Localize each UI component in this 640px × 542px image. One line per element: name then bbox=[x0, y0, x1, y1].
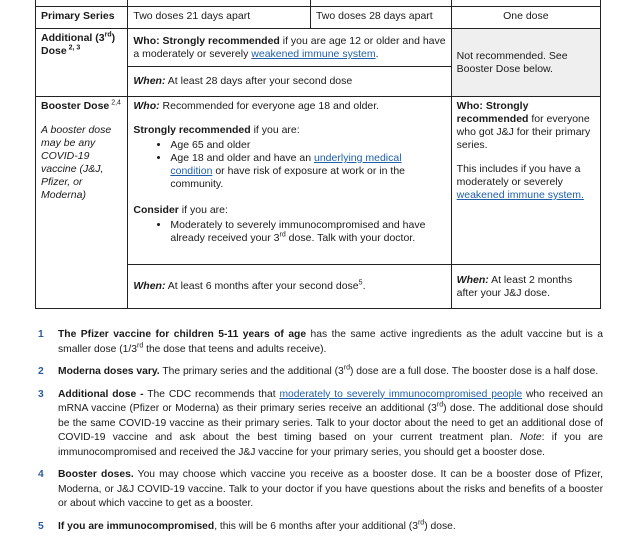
footnote-number: 1 bbox=[38, 329, 44, 340]
strongly-recommended-list bbox=[133, 139, 445, 191]
footnote-5: 5 If you are immunocompromised, this will be 6 months after your additional (3rd) dose. bbox=[38, 520, 603, 535]
table-row-booster-who bbox=[36, 97, 601, 265]
booster-dose-label-cell: Booster Dose $^{2,4}$ A booster dose may be any COVID-19 vaccine (J&J, Pfizer, or Moderna) bbox=[36, 97, 128, 309]
footnote-1: 1 The Pfizer vaccine for children 5-11 years of age has the same active ingredients as the adult vaccine but is a smaller dose (1/3rd the dose that teens and adults receive). bbox=[38, 329, 603, 355]
consider-list bbox=[133, 219, 445, 245]
additional-dose-label: Additional (3rd) Dose $^{2, 3}$ bbox=[36, 29, 128, 97]
immunocompromised-people-link[interactable]: moderately to severely immunocompromised people bbox=[279, 388, 523, 400]
booster-who-cell: Who: Recommended for everyone age 18 and older. Strongly recommended if you are: • Age 65 and older • Age 18 and older and have an underlying medical condition or have risk of exposure at work or in the community. Consider if you are: • Moderately to severely immunocompromised and have already received your 3rd dose. Talk with your doctor. bbox=[128, 97, 451, 265]
booster-when-cell: When: At least 6 months after your second dose$^5$. bbox=[128, 265, 451, 309]
booster-note: A booster dose may be any COVID-19 vaccine (J&J, Pfizer, or Moderna) bbox=[41, 124, 112, 201]
booster-jj-when-cell: When: At least 2 months after your J&J dose. bbox=[451, 265, 600, 309]
list-item: • Age 18 and older and have an underlying medical condition or have risk of exposure at work or in the community. bbox=[170, 152, 445, 191]
list-item: • Age 65 and older bbox=[170, 139, 445, 152]
booster-jj-who-cell: Who: Strongly recommended for everyone who got J&J for their primary series. This includes if you have a moderately or severely weakened immune system. bbox=[451, 97, 600, 265]
vaccine-schedule-table bbox=[35, 0, 601, 309]
underlying-medical-condition-link[interactable]: underlying medical condition bbox=[170, 152, 402, 177]
primary-moderna-cell: Two doses 28 days apart bbox=[310, 7, 451, 29]
footnote-3: 3 Additional dose - The CDC recommends that moderately to severely immunocompromised people who received an mRNA vaccine (Pfizer or Moderna) as their primary series receive an additional (3rd) dose. The additional dose should be the same COVID-19 vaccine as their primary series. Talk to your doctor about the need to get an additional dose of COVID-19 vaccine and ask about the best timing based on your current treatment plan. Note: if you are immunocompromised and received the J&J vaccine for your primary series, you should get a booster dose. bbox=[38, 388, 603, 458]
table-row-additional-who bbox=[36, 29, 601, 67]
weakened-immune-system-link[interactable]: weakened immune system bbox=[251, 48, 376, 60]
footnote-2: 2 Moderna doses vary. The primary series and the additional (3rd) dose are a full dose. The booster dose is a half dose. bbox=[38, 365, 603, 380]
table-row-primary-series bbox=[36, 7, 601, 29]
footnote-number: 2 bbox=[38, 366, 44, 377]
additional-jj-cell: Not recommended. See Booster Dose below. bbox=[451, 29, 600, 97]
footnote-number: 4 bbox=[38, 469, 44, 480]
primary-jj-cell: One dose bbox=[451, 7, 600, 29]
primary-pfizer-cell: Two doses 21 days apart bbox=[128, 7, 311, 29]
footnote-number: 3 bbox=[38, 388, 44, 400]
additional-when-cell: When: At least 28 days after your second dose bbox=[128, 67, 451, 97]
list-item: • Moderately to severely immunocompromised and have already received your 3rd dose. Talk with your doctor. bbox=[170, 219, 445, 245]
footnote-4: 4 Booster doses. You may choose which vaccine you receive as a booster dose. It can be a booster dose of Pfizer, Moderna, or J&J COVID-19 vaccine. Talk to your doctor if you have questions about the risks and benefits of a booster or about which vaccine to get as a booster. bbox=[38, 469, 604, 509]
jj-weakened-immune-system-link[interactable]: weakened immune system. bbox=[456, 189, 584, 201]
footnotes bbox=[38, 328, 603, 542]
primary-series-label: Primary Series bbox=[36, 7, 128, 29]
footnote-number: 5 bbox=[38, 520, 44, 532]
additional-who-cell: Who: Strongly recommended if you are age 12 or older and have a moderately or severely weakened immune system. bbox=[128, 29, 451, 67]
